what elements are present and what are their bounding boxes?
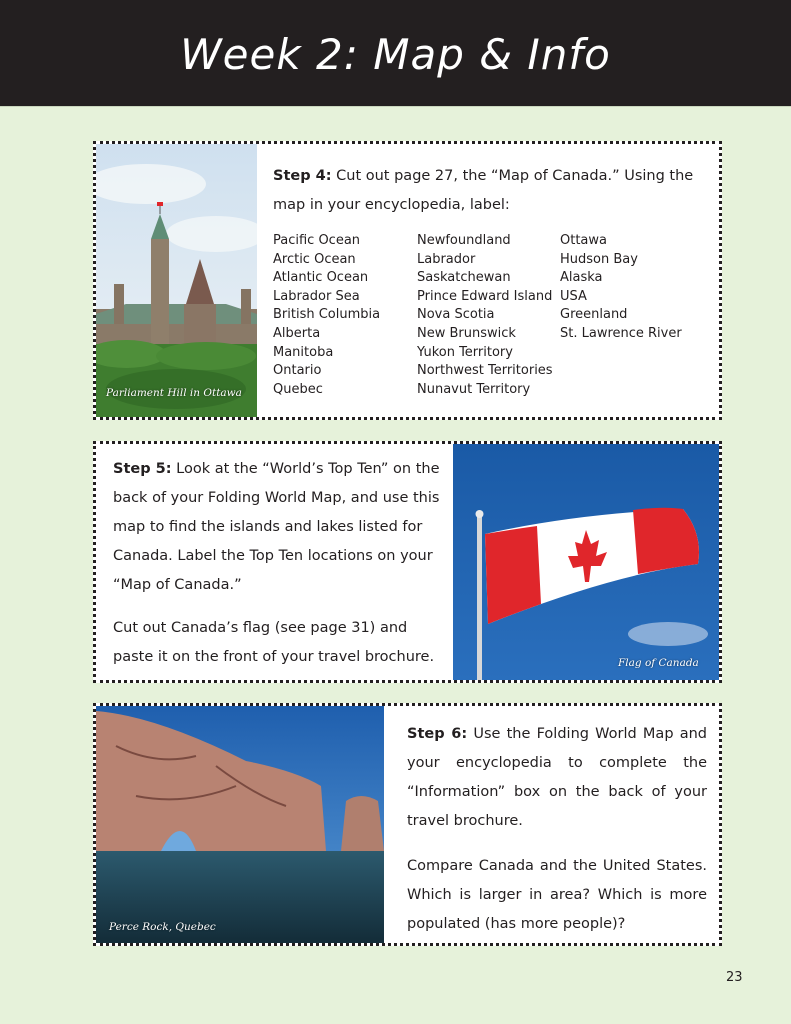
step6-instructions — [407, 720, 707, 939]
list-item: St. Lawrence River — [560, 325, 682, 341]
step5-box — [93, 441, 722, 683]
parliament-hill-photo — [96, 144, 257, 417]
canada-flag-image — [453, 444, 719, 680]
flag-photo — [453, 444, 719, 680]
step4-label: Step 4: — [273, 168, 332, 184]
perce-rock-photo — [96, 706, 384, 943]
list-item: Manitoba — [273, 344, 334, 360]
list-item: Hudson Bay — [560, 251, 638, 267]
page-number: 23 — [726, 970, 743, 985]
step4-text: Cut out page 27, the “Map of Canada.” Using the map in your encyclopedia, label: — [273, 168, 694, 213]
photo-caption: Flag of Canada — [618, 657, 699, 669]
list-item: Yukon Territory — [417, 344, 513, 360]
step5-label: Step 5: — [113, 461, 172, 477]
list-item: Quebec — [273, 381, 323, 397]
label-list-col-3 — [560, 232, 682, 344]
parliament-hill-image — [96, 144, 257, 417]
list-item: Nunavut Territory — [417, 381, 531, 397]
list-item: Pacific Ocean — [273, 233, 361, 248]
step6-label: Step 6: — [407, 726, 468, 742]
photo-caption: Parliament Hill in Ottawa — [106, 387, 242, 399]
list-item: Greenland — [560, 307, 628, 323]
list-item: Labrador Sea — [273, 288, 360, 304]
list-item: Northwest Territories — [417, 363, 553, 379]
list-item: New Brunswick — [417, 325, 516, 341]
page-header — [0, 0, 791, 107]
step6-text: Use the Folding World Map and your encyclopedia to complete the “Information” box on the back of your travel brochure. — [407, 726, 707, 829]
label-list-col-2 — [417, 232, 553, 399]
step5-text-2: Cut out Canada’s flag (see page 31) and paste it on the front of your travel brochure. — [113, 620, 435, 665]
list-item: Saskatchewan — [417, 270, 511, 286]
list-item: Newfoundland — [417, 233, 511, 248]
step5-text: Look at the “World’s Top Ten” on the back of your Folding World Map, and use this map to find the islands and lakes listed for Canada. Label the Top Ten locations on your “Map of Canada.” — [113, 461, 440, 593]
page-title: Week 2: Map & Info — [180, 30, 611, 79]
label-list-col-1 — [273, 232, 380, 399]
list-item: Prince Edward Island — [417, 288, 553, 304]
list-item: Arctic Ocean — [273, 251, 356, 267]
list-item: Ottawa — [560, 233, 607, 248]
step5-instructions — [113, 455, 443, 672]
step6-box — [93, 703, 722, 946]
list-item: Alberta — [273, 325, 321, 341]
step4-box — [93, 141, 722, 420]
photo-caption: Perce Rock, Quebec — [109, 921, 216, 933]
perce-rock-image — [96, 706, 384, 943]
list-item: Labrador — [417, 251, 476, 267]
list-item: USA — [560, 288, 587, 304]
list-item: Nova Scotia — [417, 307, 495, 323]
list-item: Atlantic Ocean — [273, 270, 369, 286]
list-item: Ontario — [273, 363, 322, 379]
step4-instructions — [273, 162, 703, 220]
list-item: British Columbia — [273, 307, 381, 323]
list-item: Alaska — [560, 270, 603, 286]
step6-text-2: Compare Canada and the United States. Which is larger in area? Which is more populated (has more people)? — [407, 858, 707, 932]
